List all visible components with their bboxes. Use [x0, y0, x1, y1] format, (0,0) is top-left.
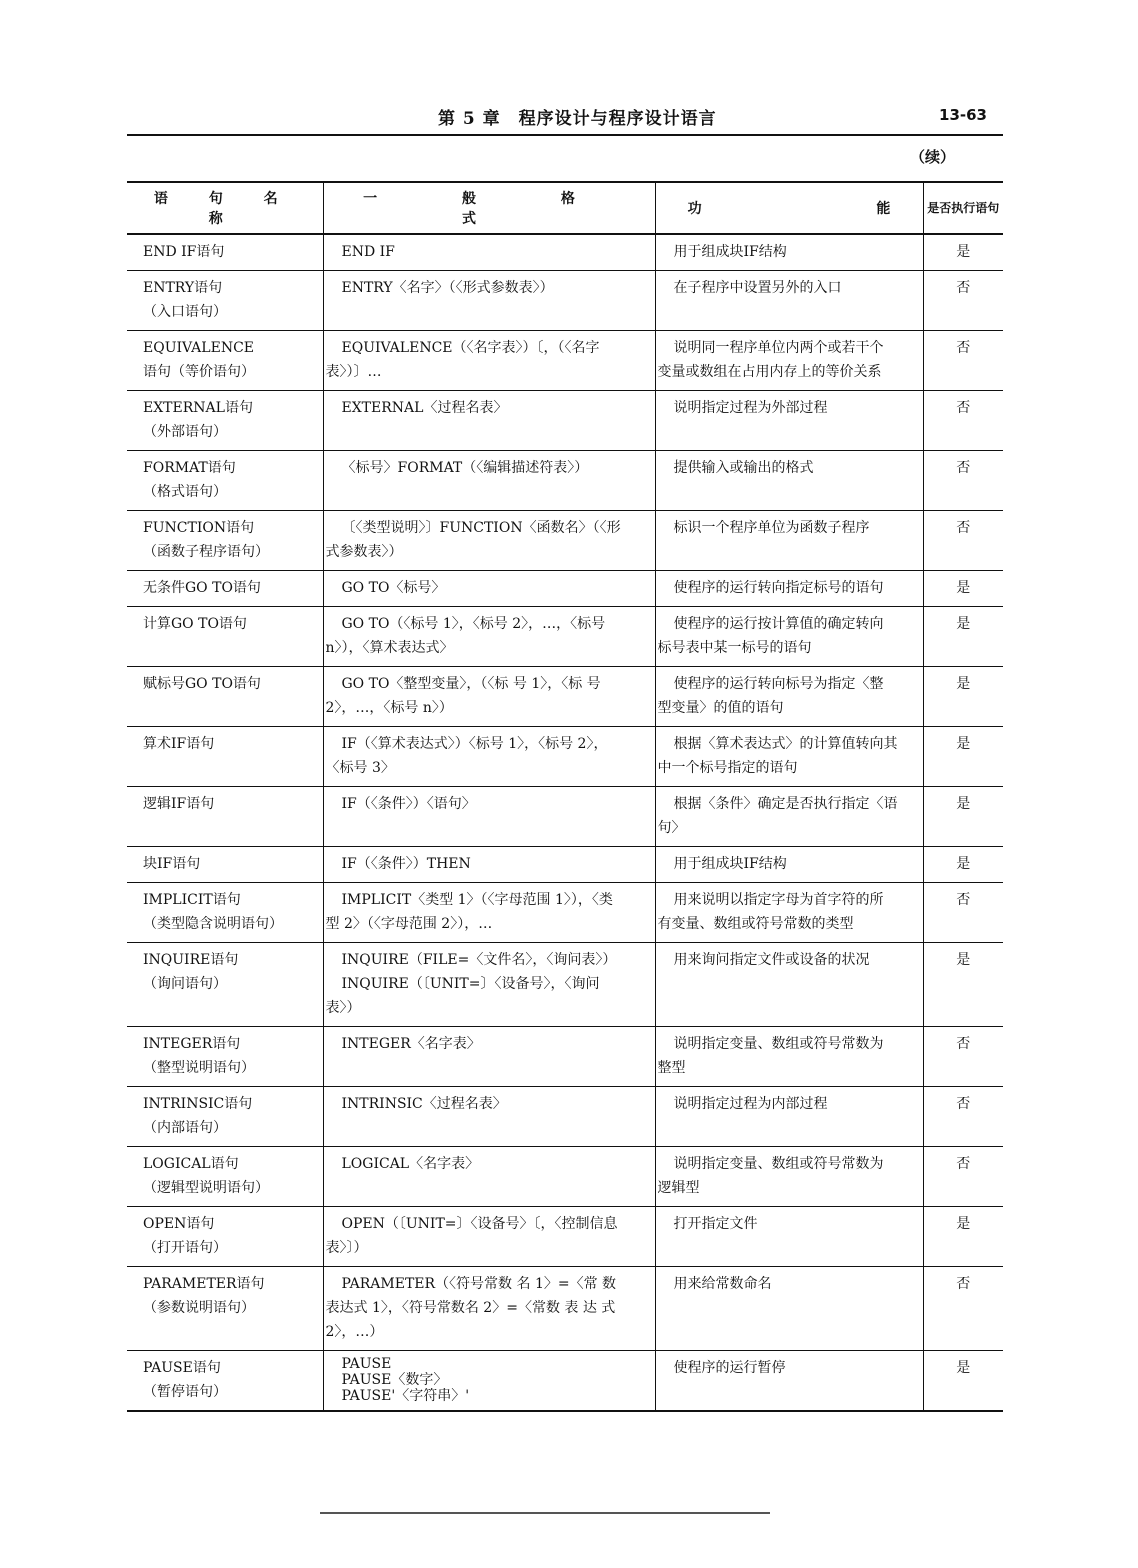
statement-name [127, 667, 323, 727]
statement-format [323, 1267, 655, 1351]
statement-format [323, 1147, 655, 1207]
statement-name-line: FORMAT语句 [143, 460, 236, 476]
table-row [127, 571, 1003, 607]
executable-flag: 是 [923, 571, 1003, 607]
statement-name-line: （类型隐含说明语句） [143, 916, 283, 932]
executable-flag: 否 [923, 1087, 1003, 1147]
statement-function [655, 571, 923, 607]
statement-format [323, 847, 655, 883]
page-number: 13-63 [939, 106, 987, 124]
statement-name-line: 算术IF语句 [143, 736, 215, 752]
statement-function-line: 根据〈条件〉确定是否执行指定〈语 [673, 796, 898, 812]
statement-format [323, 391, 655, 451]
statement-name-line: （询问语句） [143, 976, 227, 992]
executable-flag: 是 [923, 607, 1003, 667]
statement-name-line: （整型说明语句） [143, 1060, 255, 1076]
column-header-function: 功 能 [655, 182, 923, 234]
statement-name-line: （逻辑型说明语句） [143, 1180, 269, 1196]
statement-function [655, 451, 923, 511]
table-row [127, 511, 1003, 571]
executable-flag: 是 [923, 787, 1003, 847]
statement-format-line: INQUIRE（〔UNIT=〕〈设备号〉，〈询问 [341, 976, 600, 992]
statement-name-line: 计算GO TO语句 [143, 616, 247, 632]
statement-function [655, 787, 923, 847]
statement-name-line: （内部语句） [143, 1120, 227, 1136]
table-row [127, 847, 1003, 883]
statement-function [655, 607, 923, 667]
table-row [127, 271, 1003, 331]
executable-flag: 否 [923, 511, 1003, 571]
executable-flag: 否 [923, 1267, 1003, 1351]
statement-name-line: （参数说明语句） [143, 1300, 255, 1316]
scan-artifact-rule [320, 1512, 770, 1514]
statement-name-line: FUNCTION语句 [143, 520, 255, 536]
executable-flag: 否 [923, 1027, 1003, 1087]
statement-function-line: 句〉 [657, 820, 686, 836]
statement-format-line: PARAMETER（〈符号常数 名 1〉=〈常 数 [341, 1276, 617, 1292]
statement-name-line: （暂停语句） [143, 1384, 227, 1400]
executable-flag: 否 [923, 451, 1003, 511]
table-row [127, 883, 1003, 943]
statement-format [323, 943, 655, 1027]
statement-format-line: INTEGER〈名字表〉 [341, 1036, 481, 1052]
statement-function-line: 用来说明以指定字母为首字符的所 [673, 892, 884, 908]
executable-flag: 是 [923, 234, 1003, 271]
statement-name-line: （外部语句） [143, 424, 227, 440]
statement-name [127, 451, 323, 511]
statement-format [323, 571, 655, 607]
statement-name-line: 块IF语句 [143, 856, 201, 872]
statement-format-line: IF（〈算术表达式〉）〈标号 1〉，〈标号 2〉， [341, 736, 608, 752]
page-header [127, 100, 1003, 136]
table-row [127, 331, 1003, 391]
executable-flag: 否 [923, 331, 1003, 391]
statement-format [323, 1087, 655, 1147]
statement-function-line: 使程序的运行转向标号为指定〈整 [673, 676, 884, 692]
statement-function-line: 整型 [657, 1060, 686, 1076]
table-row [127, 391, 1003, 451]
table-row [127, 1267, 1003, 1351]
statement-name [127, 271, 323, 331]
statement-function-line: 打开指定文件 [673, 1216, 758, 1232]
statement-name [127, 1147, 323, 1207]
statement-function [655, 1087, 923, 1147]
statement-format-line: 表〉〕） [325, 1240, 368, 1256]
statement-function-line: 用于组成块IF结构 [673, 244, 787, 260]
statement-format-line: INTRINSIC〈过程名表〉 [341, 1096, 507, 1112]
executable-flag: 是 [923, 667, 1003, 727]
statement-function-line: 说明指定变量、数组或符号常数为 [673, 1156, 884, 1172]
statement-function [655, 331, 923, 391]
statement-name-line: 无条件GO TO语句 [143, 580, 261, 596]
executable-flag: 否 [923, 391, 1003, 451]
statement-format-line: INQUIRE（FILE=〈文件名〉，〈询问表〉） [341, 952, 617, 968]
statement-format-line: 〔〈类型说明〉〕FUNCTION〈函数名〉（〈形 [341, 520, 621, 536]
statement-function [655, 667, 923, 727]
statement-function-line: 使程序的运行按计算值的确定转向 [673, 616, 884, 632]
statement-format-line: 2〉，…） [325, 1324, 384, 1340]
statement-function-line: 标识一个程序单位为函数子程序 [673, 520, 870, 536]
statement-function [655, 883, 923, 943]
statement-function [655, 1267, 923, 1351]
statement-format-line: 型 2〉（〈字母范围 2〉），… [325, 916, 493, 932]
statement-name [127, 1207, 323, 1267]
executable-flag: 否 [923, 271, 1003, 331]
statement-name-line: （入口语句） [143, 304, 227, 320]
statement-name-line: LOGICAL语句 [143, 1156, 239, 1172]
statement-function [655, 1147, 923, 1207]
statement-format-line: 表达式 1〉，〈符号常数名 2〉=〈常数 表 达 式 [325, 1300, 616, 1316]
executable-flag: 否 [923, 883, 1003, 943]
table-row [127, 1207, 1003, 1267]
table-row [127, 943, 1003, 1027]
statement-function-line: 有变量、数组或符号常数的类型 [657, 916, 854, 932]
statement-format [323, 727, 655, 787]
statement-function-line: 说明指定变量、数组或符号常数为 [673, 1036, 884, 1052]
statement-name [127, 571, 323, 607]
statement-format-line: 表〉） [325, 1000, 361, 1016]
statement-format-line: PAUSE'〈字符串〉' [341, 1388, 470, 1404]
statement-name-line: 逻辑IF语句 [143, 796, 215, 812]
statement-format-line: 式参数表〉） [325, 544, 403, 560]
table-body [127, 234, 1003, 1411]
statement-format-line: 2〉，…，〈标号 n〉） [325, 700, 453, 716]
table-row [127, 234, 1003, 271]
executable-flag: 是 [923, 1351, 1003, 1412]
statement-function-line: 使程序的运行暂停 [673, 1360, 786, 1376]
statement-format [323, 331, 655, 391]
statement-name-line: （格式语句） [143, 484, 227, 500]
statement-function [655, 271, 923, 331]
statement-format [323, 234, 655, 271]
table-row [127, 667, 1003, 727]
statement-format-line: OPEN（〔UNIT=〕〈设备号〉〔，〈控制信息 [341, 1216, 618, 1232]
statement-format-line: IMPLICIT〈类型 1〉（〈字母范围 1〉），〈类 [341, 892, 613, 908]
table-row [127, 1147, 1003, 1207]
statement-name [127, 1027, 323, 1087]
statement-function-line: 逻辑型 [657, 1180, 700, 1196]
statement-function-line: 说明指定过程为外部过程 [673, 400, 828, 416]
statement-function-line: 变量或数组在占用内存上的等价关系 [657, 364, 882, 380]
statement-name-line: （函数子程序语句） [143, 544, 269, 560]
statement-name [127, 883, 323, 943]
statement-function-line: 根据〈算术表达式〉的计算值转向其 [673, 736, 898, 752]
statement-function [655, 1027, 923, 1087]
statement-name [127, 234, 323, 271]
statement-name [127, 331, 323, 391]
table-row [127, 1087, 1003, 1147]
statement-format-line: GO TO〈整型变量〉，（〈标 号 1〉，〈标 号 [341, 676, 601, 692]
table-row [127, 787, 1003, 847]
statement-name-line: INTEGER语句 [143, 1036, 241, 1052]
statement-function [655, 847, 923, 883]
statement-function [655, 391, 923, 451]
executable-flag: 否 [923, 1147, 1003, 1207]
column-header-executable: 是否执行语句 [923, 182, 1003, 234]
statement-name-line: INQUIRE语句 [143, 952, 239, 968]
table-row [127, 727, 1003, 787]
statement-function-line: 型变量〉的值的语句 [657, 700, 784, 716]
executable-flag: 是 [923, 847, 1003, 883]
statement-name [127, 1087, 323, 1147]
statement-function-line: 标号表中某一标号的语句 [657, 640, 812, 656]
statement-format-line: END IF [341, 244, 395, 260]
statement-format-line: IF（〈条件〉）THEN [341, 856, 471, 872]
statement-format-line: PAUSE〈数字〉 [341, 1372, 448, 1388]
statement-format-line: 〈标号〉FORMAT（〈编辑描述符表〉） [341, 460, 589, 476]
statement-name-line: EXTERNAL语句 [143, 400, 253, 416]
statement-format-line: n〉），〈算术表达式〉 [325, 640, 454, 656]
statement-format [323, 667, 655, 727]
statement-name-line: 语句（等价语句） [143, 364, 255, 380]
statement-function-line: 使程序的运行转向指定标号的语句 [673, 580, 884, 596]
statement-name-line: PARAMETER语句 [143, 1276, 265, 1292]
statement-name-line: INTRINSIC语句 [143, 1096, 253, 1112]
executable-flag: 是 [923, 943, 1003, 1027]
statement-format-line: LOGICAL〈名字表〉 [341, 1156, 480, 1172]
statement-function [655, 234, 923, 271]
continued-label: （续） [910, 148, 956, 166]
statement-name [127, 1267, 323, 1351]
statement-function-line: 提供输入或输出的格式 [673, 460, 814, 476]
statement-format [323, 787, 655, 847]
statement-format [323, 511, 655, 571]
chapter-title: 第 5 章 程序设计与程序设计语言 [438, 109, 717, 129]
statement-name [127, 607, 323, 667]
statement-name-line: 赋标号GO TO语句 [143, 676, 261, 692]
statement-name-line: EQUIVALENCE [143, 340, 254, 356]
statement-function-line: 说明同一程序单位内两个或若干个 [673, 340, 884, 356]
statement-format-line: 表〉）〕… [325, 364, 382, 380]
statement-format-line: 〈标号 3〉 [325, 760, 395, 776]
statement-name [127, 391, 323, 451]
statement-format-line: IF（〈条件〉）〈语句〉 [341, 796, 476, 812]
statement-name-line: OPEN语句 [143, 1216, 215, 1232]
statement-name-line: ENTRY语句 [143, 280, 223, 296]
statement-format-line: PAUSE [341, 1356, 392, 1372]
statement-function-line: 中一个标号指定的语句 [657, 760, 798, 776]
statement-name [127, 787, 323, 847]
statement-name [127, 847, 323, 883]
statement-function-line: 说明指定过程为内部过程 [673, 1096, 828, 1112]
executable-flag: 是 [923, 1207, 1003, 1267]
statement-name [127, 943, 323, 1027]
statement-format-line: EQUIVALENCE（〈名字表〉）〔，（〈名字 [341, 340, 600, 356]
statement-name-line: IMPLICIT语句 [143, 892, 241, 908]
table-row [127, 451, 1003, 511]
statement-format-line: GO TO〈标号〉 [341, 580, 446, 596]
table-row [127, 1351, 1003, 1412]
statement-function-line: 用来给常数命名 [673, 1276, 772, 1292]
statement-function [655, 511, 923, 571]
statement-format [323, 883, 655, 943]
statement-function [655, 943, 923, 1027]
executable-flag: 是 [923, 727, 1003, 787]
statement-format-line: ENTRY〈名字〉（〈形式参数表〉） [341, 280, 554, 296]
statement-format [323, 607, 655, 667]
statement-function [655, 727, 923, 787]
statement-format [323, 1027, 655, 1087]
statement-name-line: PAUSE语句 [143, 1360, 221, 1376]
statement-function-line: 用来询问指定文件或设备的状况 [673, 952, 870, 968]
statement-name [127, 511, 323, 571]
column-header-format: 一 般 格 式 [323, 182, 655, 234]
statement-function [655, 1207, 923, 1267]
statement-format-line: EXTERNAL〈过程名表〉 [341, 400, 508, 416]
statement-function [655, 1351, 923, 1412]
statement-name-line: （打开语句） [143, 1240, 227, 1256]
statement-format-line: GO TO（〈标号 1〉，〈标号 2〉，…，〈标号 [341, 616, 606, 632]
statement-name [127, 1351, 323, 1412]
column-header-name: 语 句 名 称 [127, 182, 323, 234]
table-row [127, 607, 1003, 667]
table-row [127, 1027, 1003, 1087]
statement-function-line: 在子程序中设置另外的入口 [673, 280, 842, 296]
table-header-row [127, 182, 1003, 234]
statement-table [127, 181, 1003, 1412]
statement-name-line: END IF语句 [143, 244, 225, 260]
statement-format [323, 271, 655, 331]
statement-format [323, 1207, 655, 1267]
statement-name [127, 727, 323, 787]
statement-format [323, 1351, 655, 1412]
statement-function-line: 用于组成块IF结构 [673, 856, 787, 872]
statement-format [323, 451, 655, 511]
